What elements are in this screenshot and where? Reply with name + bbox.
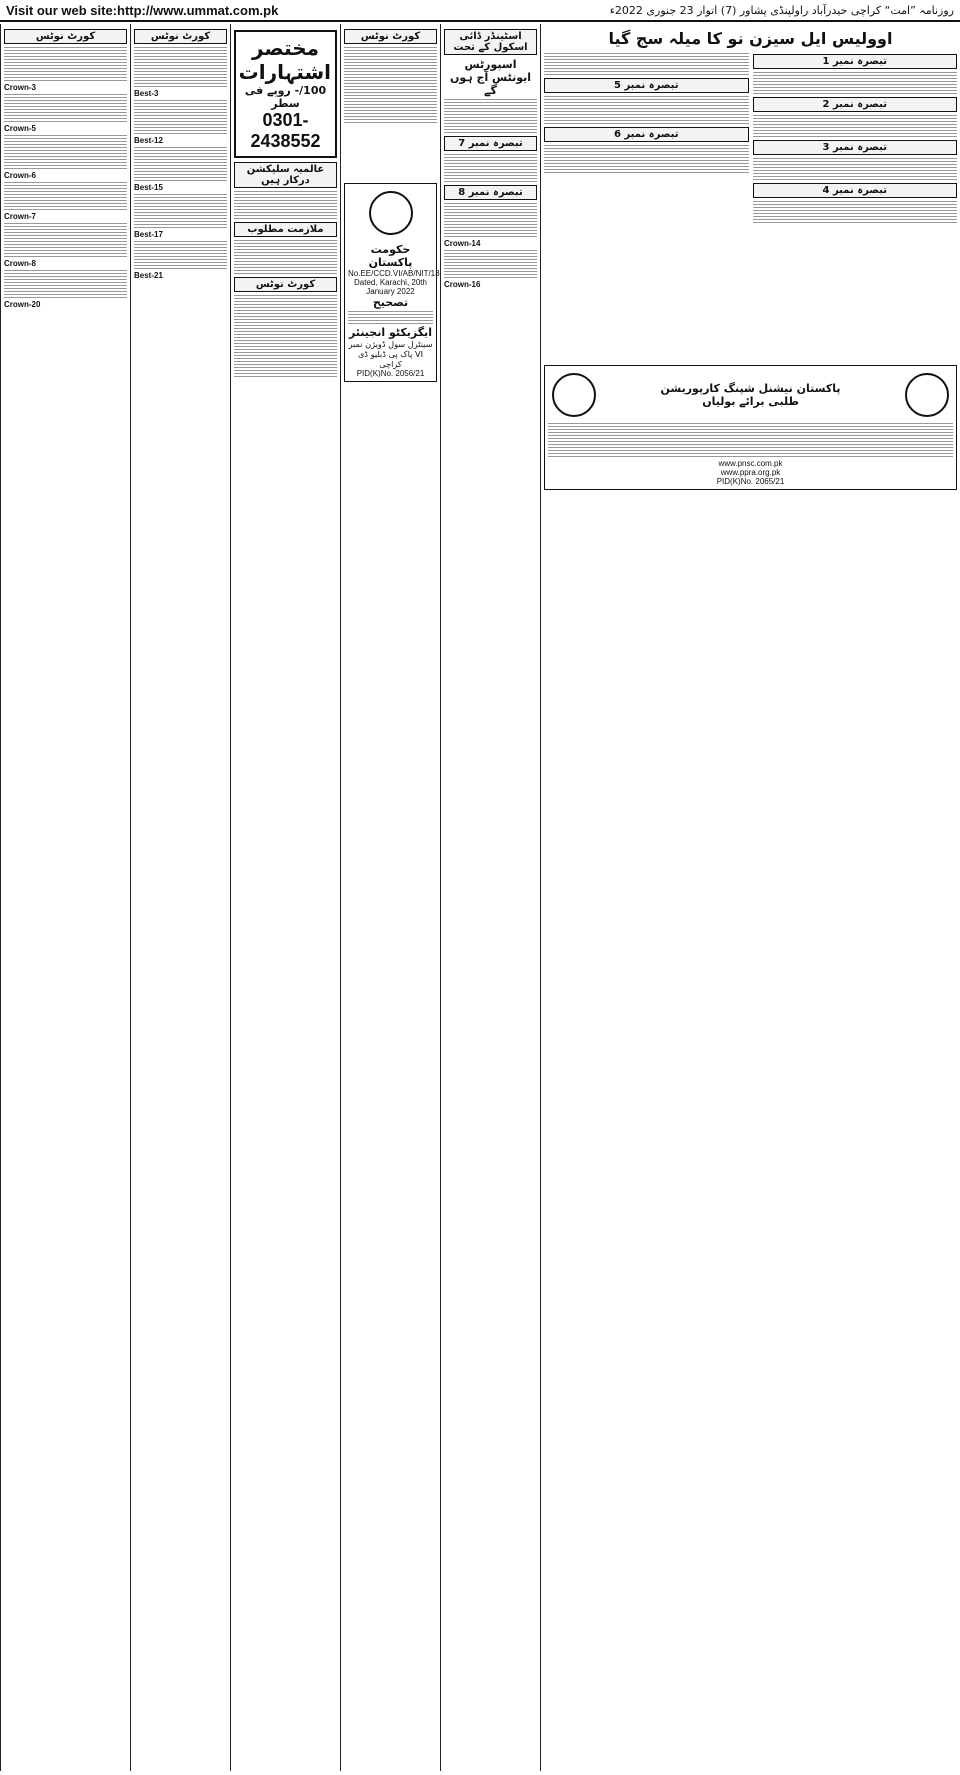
court-notice-label: کورٹ نوٹس — [4, 29, 127, 44]
govt-notice-box — [344, 183, 440, 382]
govt-pid: PID(K)No. 2056/21 — [356, 369, 425, 378]
classified-ad-box — [234, 30, 337, 158]
column-5 — [440, 24, 540, 1771]
crown-tag: Crown-3 — [4, 83, 36, 92]
small-ads-study-label: عالمیہ سلیکشن درکار ہیں — [234, 162, 337, 188]
page-header — [0, 0, 960, 22]
pnsc-subtitle: طلبی برائے بولیاں — [702, 395, 799, 408]
pnsc-logo-icon — [552, 373, 596, 417]
classified-rate: 100/- روپے فی سطر — [244, 84, 327, 110]
public-notice-5-label: تبصرہ نمبر 5 — [544, 78, 749, 93]
best-tag: Best-3 — [134, 89, 159, 98]
crown-tag: Crown-5 — [4, 124, 36, 133]
right-section — [540, 24, 960, 1771]
website-url[interactable]: Visit our web site:http://www.ummat.com.pk — [6, 2, 279, 18]
best-tag: Best-17 — [134, 230, 163, 239]
govt-signer: ایگزیکٹو انجینئر — [348, 326, 433, 339]
govt-title: حکومت پاکستان — [368, 243, 413, 269]
masthead-dateline: روزنامہ ”امت“ کراچی حیدرآباد راولپنڈی پشاور (7) اتوار 23 جنوری 2022ء — [609, 3, 954, 17]
public-notice-6-label: تبصرہ نمبر 6 — [544, 127, 749, 142]
public-notice-8-label: تبصرہ نمبر 8 — [444, 185, 537, 200]
public-notice-3-label: تبصرہ نمبر 3 — [753, 140, 958, 155]
pnsc-emblem-icon — [905, 373, 949, 417]
sports-subheadline: اسپورٹس ایونٹس آج ہوں گے — [449, 58, 532, 97]
pnsc-web[interactable]: www.pnsc.com.pk — [718, 459, 783, 468]
pnsc-ad — [544, 365, 957, 490]
crown-tag: Crown-14 — [444, 239, 481, 248]
column-1 — [0, 24, 130, 1771]
crown-tag: Crown-20 — [4, 300, 41, 309]
column-7 — [753, 51, 958, 225]
column-4 — [340, 24, 440, 1771]
column-3 — [230, 24, 340, 1771]
court-notice-label: کورٹ نوٹس — [134, 29, 227, 44]
small-ads-staff-label: ملازمت مطلوب — [234, 222, 337, 237]
column-6 — [544, 51, 749, 225]
sports-kicker: اسٹینڈر ڈائی اسکول کے تحت — [444, 29, 537, 55]
govt-office: سینٹرل سول ڈویژن نمبر VI پاک پی ڈبلیو ڈی کراچی — [348, 339, 433, 369]
govt-seal-icon — [369, 191, 413, 235]
classified-phone[interactable]: 0301-2438552 — [250, 110, 321, 151]
public-notice-4-label: تبصرہ نمبر 4 — [753, 183, 958, 198]
govt-ref: No.EE/CCD.VI/AB/NIT/13 — [348, 269, 440, 278]
court-notice-label: کورٹ نوٹس — [234, 277, 337, 292]
best-tag: Best-12 — [134, 136, 163, 145]
column-1-text — [4, 47, 127, 81]
pnsc-pid: PID(K)No. 2065/21 — [716, 477, 785, 486]
govt-dated: Dated, Karachi, 20th January 2022 — [354, 278, 427, 296]
public-notice-1-label: تبصرہ نمبر 1 — [753, 54, 958, 69]
classified-title: مختصر اشتہارات — [238, 36, 331, 84]
best-tag: Best-15 — [134, 183, 163, 192]
crown-tag: Crown-6 — [4, 171, 36, 180]
column-2 — [130, 24, 230, 1771]
pnsc-title: پاکستان نیشنل شپنگ کارپوریشن — [660, 382, 841, 395]
govt-corrigendum: تصحیح — [372, 296, 409, 309]
court-notice-label: کورٹ نوٹس — [344, 29, 437, 44]
pnsc-ppra[interactable]: www.ppra.org.pk — [720, 468, 781, 477]
public-notice-7-label: تبصرہ نمبر 7 — [444, 136, 537, 151]
crown-tag: Crown-16 — [444, 280, 481, 289]
crown-tag: Crown-7 — [4, 212, 36, 221]
public-notice-2-label: تبصرہ نمبر 2 — [753, 97, 958, 112]
sports-headline: اوولیس ایل سیزن نو کا میلہ سج گیا — [608, 29, 893, 48]
best-tag: Best-21 — [134, 271, 163, 280]
crown-tag: Crown-8 — [4, 259, 36, 268]
